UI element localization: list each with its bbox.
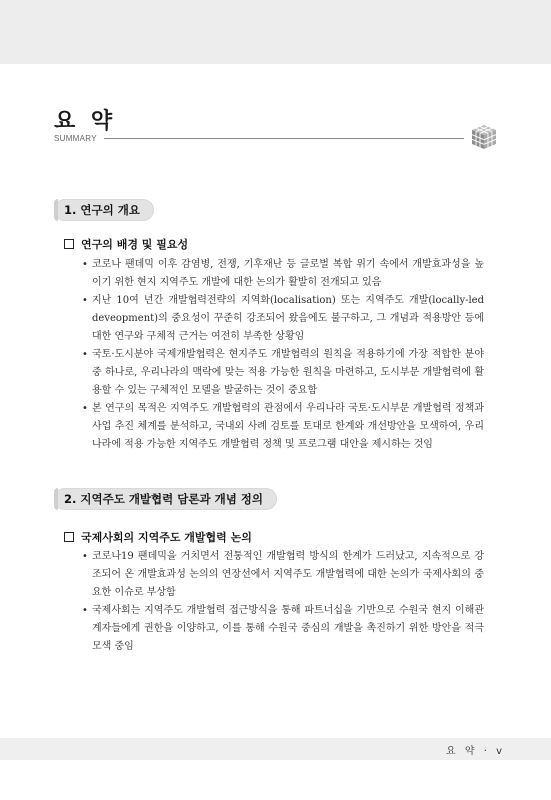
subsection-heading-2: 국제사회의 지역주도 개발협력 논의 [64, 529, 252, 545]
page-number-footer: 요 약 · v [446, 746, 505, 757]
section-heading-1: 1. 연구의 개요 [54, 199, 154, 221]
list-item: • 국제사회는 지역주도 개발협력 접근방식을 통해 파트너십을 기반으로 수원국 현지 이해관계자들에게 권한을 이양하고, 이를 통해 수원국 중심의 개발을 촉진하기 위한 방안을 적극 모색 중임 [82, 602, 484, 656]
bullet-list-2 [82, 548, 484, 656]
section-heading-2: 2. 지역주도 개발협력 담론과 개념 정의 [54, 488, 277, 510]
top-band [0, 0, 551, 64]
cube-grid-icon [470, 124, 498, 150]
page-title: 요 약 [54, 109, 117, 134]
list-item: • 코로나 팬데믹 이후 감염병, 전쟁, 기후재난 등 글로벌 복합 위기 속에서 개발효과성을 높이기 위한 현지 지역주도 개발에 대한 논의가 활발히 전개되고 있음 [82, 256, 484, 292]
list-item: • 지난 10여 년간 개발협력전략의 지역화(localisation) 또는 지역주도 개발(locally-led deveopment)의 중요성이 꾸준히 강조되어 왔음에도 불구하고, 그 개념과 적용방안 등에 대한 연구와 구체적 근거는 여전히 부족한 상황임 [82, 292, 484, 346]
square-bullet-icon [64, 532, 74, 542]
title-divider [104, 138, 464, 139]
bullet-list-1 [82, 256, 484, 454]
list-item: • 코로나19 팬데믹을 거치면서 전통적인 개발협력 방식의 한계가 드러났고, 지속적으로 강조되어 온 개발효과성 논의의 연장선에서 지역주도 개발협력에 대한 논의가 국제사회의 중요한 이슈로 부상함 [82, 548, 484, 602]
square-bullet-icon [64, 239, 74, 249]
list-item: • 본 연구의 목적은 지역주도 개발협력의 관점에서 우리나라 국토·도시부문 개발협력 정책과 사업 추진 체계를 분석하고, 국내외 사례 검토를 토대로 한계와 개선방안을 모색하여, 우리나라에 적용 가능한 지역주도 개발협력 정책 및 프로그램 대안을 제시하는 것임 [82, 400, 484, 454]
page-subtitle: SUMMARY [54, 134, 97, 143]
subsection-heading-1: 연구의 배경 및 필요성 [64, 236, 188, 252]
list-item: • 국토·도시분야 국제개발협력은 현지주도 개발협력의 원칙을 적용하기에 가장 적합한 분야 중 하나로, 우리나라의 맥락에 맞는 적용 가능한 원칙을 마련하고, 도시부문 개발협력에 활용할 수 있는 구체적인 모델을 발굴하는 것이 중요함 [82, 346, 484, 400]
